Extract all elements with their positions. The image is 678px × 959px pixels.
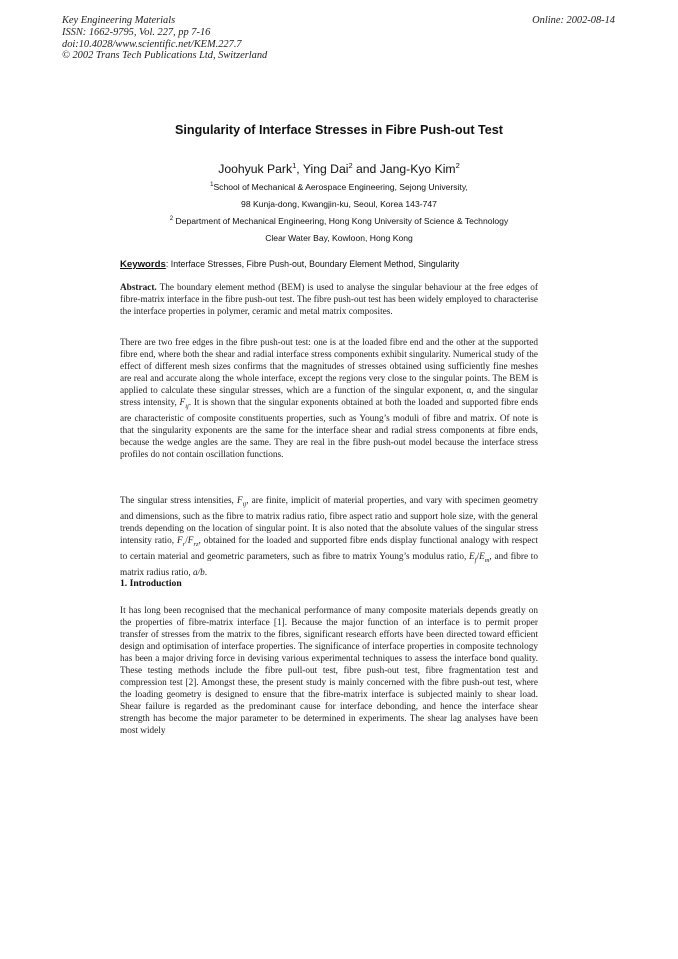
journal-header [62,15,267,62]
online-date: Online: 2002-08-14 [532,15,615,26]
body-paragraph-2 [120,495,538,579]
symbol-F: F [187,535,194,546]
subscript: r [182,540,186,548]
text-run: , obtained for the loaded and supported fibre ends display functional analogy with respect to certain material and geometric parameters, such as fibre to matrix Young’s modulus ratio, [120,535,538,562]
slash: / [476,551,480,562]
symbol-ratio: a/b [192,567,205,578]
author-1: Joohyuk Park [218,162,293,177]
text-run: , and fibre to matrix radius ratio, [120,551,538,578]
abstract-text: The boundary element method (BEM) is used to analyse the singular behaviour at the free edges of fibre-matrix interface in the fibre push-out test. The fibre push-out test has been widely employed to characterise the interface properties in polymer, ceramic and metal matrix composites. [120,283,538,318]
affiliation-1-name: School of Mechanical & Aerospace Engineering, Sejong University, [213,182,468,192]
keywords-line [120,259,459,270]
copyright-line: © 2002 Trans Tech Publications Ltd, Switzerland [62,50,268,62]
symbol-E: E [469,551,475,562]
section-heading: 1. Introduction [120,578,182,589]
symbol-F: F [177,535,183,546]
abstract-paragraph [120,282,538,318]
keywords-label: Keywords [120,259,166,270]
subscript: ij [242,500,247,508]
author-3: Jang-Kyo Kim [379,162,456,177]
text-run: , are finite, implicit of material properties, and vary with specimen geometry and dimensions, such as the fibre to matrix radius ratio, fibre aspect ratio and support hole size, with the general trends depending on the location of singular point. It is also noted that the absolute values of the singular stress intensity ratio, [120,496,538,546]
author-separator: and [352,162,380,177]
subscript: m [484,556,490,564]
affiliation-2-address: Clear Water Bay, Kowloon, Hong Kong [265,233,413,243]
author-2: Ying Dai [302,162,349,177]
body-paragraph-1 [120,337,538,461]
author-3-affil: 2 [455,161,460,170]
text-run: . It is shown that the singular exponents obtained at both the loaded and supported fibre ends are characteristic of composite constituents properties, such as Young’s moduli of fibre and matrix. Of note is that the singularity exponents are the same for the interface shear and radial stress components at fibre ends, because the wedge angles are the same. They are real in the fibre push-out model because the interface stress profiles do not contain oscillation functions. [120,398,538,461]
journal-name: Key Engineering Materials [62,15,176,26]
paper-title: Singularity of Interface Stresses in Fibre Push-out Test [175,123,503,137]
symbol-F: F [179,398,186,409]
affiliation-2-mark: 2 [169,216,174,223]
subscript: ij [185,403,189,411]
affiliation-2 [0,216,678,226]
symbol-F: F [236,496,243,506]
slash: / [185,535,188,546]
introduction-paragraph: It has long been recognised that the mechanical performance of many composite materials depends greatly on the properties of fibre-matrix interface [1]. Because the major function of an interface is to permit proper transfer of stresses from the matrix to the fibres, significant research efforts have been directed toward efficient design and optimisation of interface properties. The significance of interface properties in composite technology has been a major driving force in devising various experimental techniques to assess the interface bond quality. These testing methods include the fibre pull-out test, fibre push-out test, fibre fragmentation test and compression test [2]. Amongst these, the present study is mainly concerned with the fibre push-out test, where the loading geometry is designed to ensure that the fibre-matrix interface is subjected mainly to shear load. Shear failure is regarded as the predominant cause for interface debonding, and hence the interface shear strength has become the major parameter to be determined in experiments. The shear lag analyses have been most widely [120,606,538,737]
text-run: . [204,567,208,578]
issn-line: ISSN: 1662-9795, Vol. 227, pp 7-16 [62,26,211,38]
author-list [0,161,678,176]
author-1-affil: 1 [292,161,297,170]
abstract-label: Abstract. [120,283,157,293]
subscript: f [474,556,477,564]
author-2-affil: 2 [348,161,353,170]
keywords-text: : Interface Stresses, Fibre Push-out, Boundary Element Method, Singularity [165,259,460,269]
affiliation-1-mark: 1 [210,182,214,189]
author-separator: , [296,162,303,177]
text-run: There are two free edges in the fibre push-out test: one is at the loaded fibre end and the other at the supported fibre end, where both the shear and radial interface stress components exhibit singularity. Numerical study of the effect of different mesh sizes confirms that the magnitudes of stresses obtained using sufficiently fine meshes are real and accurate along the whole interface, except the regions very close to the singular points. The BEM is applied to calculate these singular stresses, which are a function of the singular exponent, α, and the singular stress intensity, [120,338,538,409]
affiliation-2-name: Department of Mechanical Engineering, Hong Kong University of Science & Technology [173,216,509,226]
text-run: The singular stress intensities, [120,496,237,506]
symbol-E: E [479,551,485,562]
affiliation-1-address: 98 Kunja-dong, Kwangjin-ku, Seoul, Korea 143-747 [241,199,437,209]
doi-line[interactable]: doi:10.4028/www.scientific.net/KEM.227.7 [62,38,242,50]
affiliation-1 [0,182,678,192]
subscript: rz [193,540,199,548]
